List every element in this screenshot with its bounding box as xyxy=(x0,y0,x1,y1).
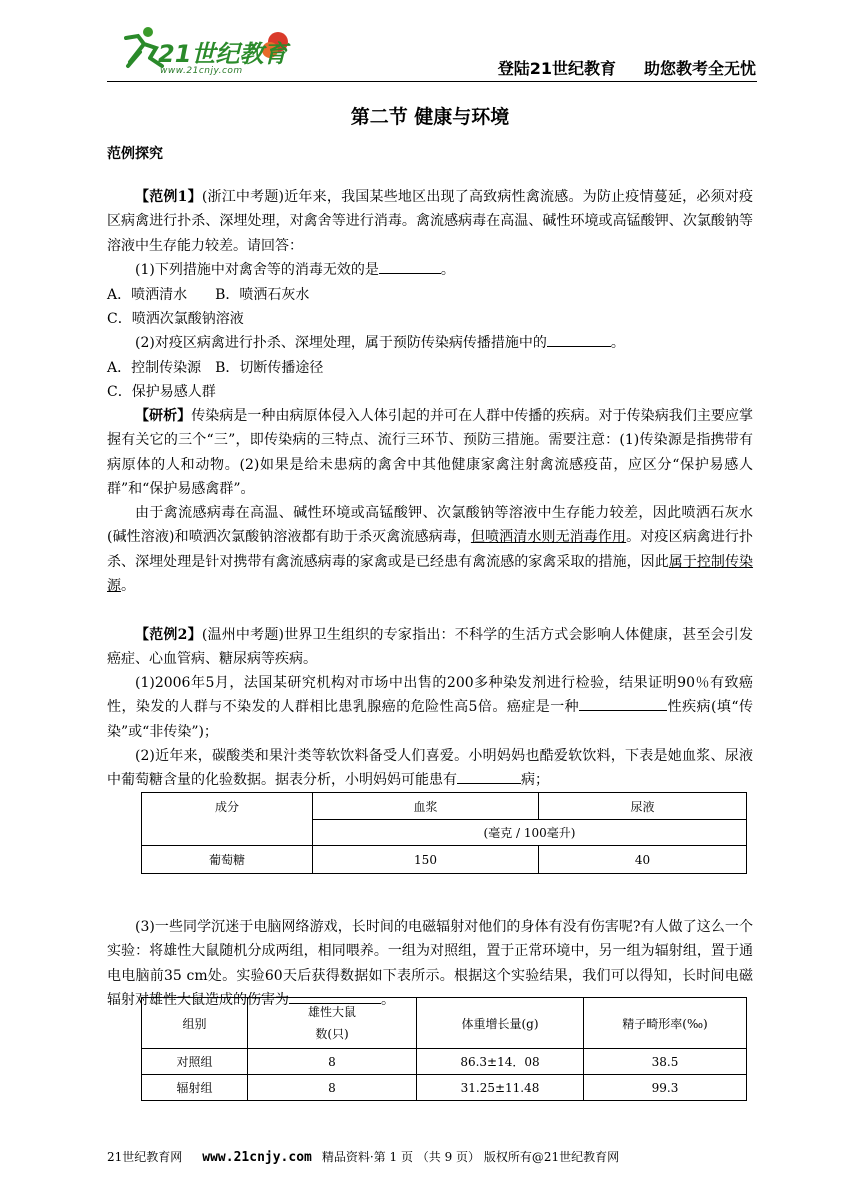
answer-blank xyxy=(457,768,521,784)
table-header: 雄性大鼠 数(只) xyxy=(248,998,417,1049)
logo-url: www.21cnjy.com xyxy=(160,66,243,76)
table-header: 血浆 xyxy=(313,793,539,820)
table-row xyxy=(142,846,747,874)
page-title: 第二节 健康与环境 xyxy=(350,106,510,128)
example1-q1-options-ab: A．喷洒清水 B．喷洒石灰水 xyxy=(107,287,310,303)
underlined-answer: 但喷洒清水则无消毒作用 xyxy=(470,529,627,546)
example1-q2-options-ab: A．控制传染源 B．切断传播途径 xyxy=(107,360,324,376)
table-header: 精子畸形率(‰) xyxy=(584,998,747,1049)
analysis-label: 【研析】 xyxy=(135,408,192,424)
table-header: 组别 xyxy=(142,998,248,1049)
table-cell: 40 xyxy=(539,846,747,874)
example1-label: 【范例1】 xyxy=(135,189,202,205)
table-cell: 葡萄糖 xyxy=(142,846,313,874)
example2-q2: (2)近年来，碳酸类和果汁类等软饮料备受人们喜爱。小明妈妈也酷爱软饮料，下表是她血浆、尿液中葡萄糖含量的化验数据。据表分析，小明妈妈可能患有 病； xyxy=(107,748,753,789)
footer-site-link[interactable]: www.21cnjy.com xyxy=(202,1150,312,1165)
example1-q2: (2)对疫区病禽进行扑杀、深埋处理，属于预防传染病传播措施中的 。 xyxy=(107,331,781,355)
example2-q1: (1)2006年5月，法国某研究机构对市场中出售的200多种染发剂进行检验，结果证明90％有致癌性，染发的人群与不染发的人群相比患乳腺癌的危险性高5倍。癌症是一种 性疾病(填“传染”或“非传染”)； xyxy=(107,675,754,740)
example1-q1: (1)下列措施中对禽舍等的消毒无效的是 。 xyxy=(107,258,781,282)
underlined-answer: 属于控制传染源 xyxy=(107,553,754,595)
page-footer xyxy=(107,1148,619,1165)
table-cell: 8 xyxy=(248,1075,417,1101)
table-cell: 86.3±14．08 xyxy=(417,1049,584,1075)
example1-q1-option-c: C．喷洒次氯酸钠溶液 xyxy=(107,311,244,327)
footer-left: 21世纪教育网 xyxy=(107,1150,183,1164)
example1-analysis: 【研析】传染病是一种由病原体侵入人体引起的并可在人群中传播的疾病。对于传染病我们主要应掌握有关它的三个“三”，即传染病的三特点、流行三环节、预防三措施。需要注意：(1)传染源是指携带有病原体的人和动物。(2)如果是给未患病的禽舍中其他健康家禽注射禽流感疫苗，应区分“保护易感人群”和“保护易感禽群”。 xyxy=(107,408,753,498)
table-row xyxy=(142,1075,747,1101)
table-cell: 150 xyxy=(313,846,539,874)
slogan-left: 登陆21世纪教育 xyxy=(497,59,616,78)
example1-intro: 【范例1】(浙江中考题)近年来，我国某些地区出现了高致病性禽流感。为防止疫情蔓延，必须对疫区病禽进行扑杀、深埋处理，对禽舍等进行消毒。禽流感病毒在高温、碱性环境或高锰酸钾、次氯酸钠等溶液中生存能力较差。请回答： xyxy=(107,189,754,254)
header-slogan xyxy=(470,56,756,79)
answer-blank xyxy=(547,331,611,347)
table-unit: (毫克 / 100毫升) xyxy=(313,820,747,846)
radiation-table xyxy=(141,997,747,1101)
example1-q2-option-c: C．保护易感人群 xyxy=(107,384,216,400)
example2-intro: 【范例2】(温州中考题)世界卫生组织的专家指出：不科学的生活方式会影响人体健康，甚至会引发癌症、心血管病、糖尿病等疾病。 xyxy=(107,627,754,668)
table-cell: 辐射组 xyxy=(142,1075,248,1101)
table-header: 体重增长量(g) xyxy=(417,998,584,1049)
header-divider xyxy=(107,81,757,82)
glucose-table xyxy=(141,792,747,874)
footer-page-info: 精品资料·第 1 页 （共 9 页） 版权所有@21世纪教育网 xyxy=(321,1150,620,1164)
table-row xyxy=(142,1049,747,1075)
table-cell: 31.25±11.48 xyxy=(417,1075,584,1101)
example2-label: 【范例2】 xyxy=(135,627,202,643)
example2-q3: (3)一些同学沉迷于电脑网络游戏，长时间的电磁辐射对他们的身体有没有伤害呢?有人做了这么一个实验：将雄性大鼠随机分成两组，相同喂养。一组为对照组，置于正常环境中，另一组为辐射组，置于通电电脑前35 cm处。实验60天后获得数据如下表所示。根据这个实验结果，我们可以得知，长时间电磁辐射对雄性大鼠造成的伤害为 。 xyxy=(107,919,753,1009)
table-cell: 38.5 xyxy=(584,1049,747,1075)
table-cell: 99.3 xyxy=(584,1075,747,1101)
table-header: 成分 xyxy=(142,793,313,846)
table-cell: 对照组 xyxy=(142,1049,248,1075)
answer-blank xyxy=(379,258,441,274)
logo-text: 21世纪教育 xyxy=(158,40,288,68)
section-title: 范例探究 xyxy=(107,146,163,162)
example1-analysis-2: 由于禽流感病毒在高温、碱性环境或高锰酸钾、次氯酸钠等溶液中生存能力较差，因此喷洒石灰水(碱性溶液)和喷洒次氯酸钠溶液都有助于杀灭禽流感病毒，但喷洒清水则无消毒作用。对疫区病禽进行扑杀、深埋处理是针对携带有禽流感病毒的家禽或是已经患有禽流感的家禽采取的措施，因此属于控制传染源。 xyxy=(107,505,754,595)
table-cell: 8 xyxy=(248,1049,417,1075)
table-header: 尿液 xyxy=(539,793,747,820)
answer-blank xyxy=(579,695,667,711)
slogan-right: 助您教考全无忧 xyxy=(643,59,756,78)
